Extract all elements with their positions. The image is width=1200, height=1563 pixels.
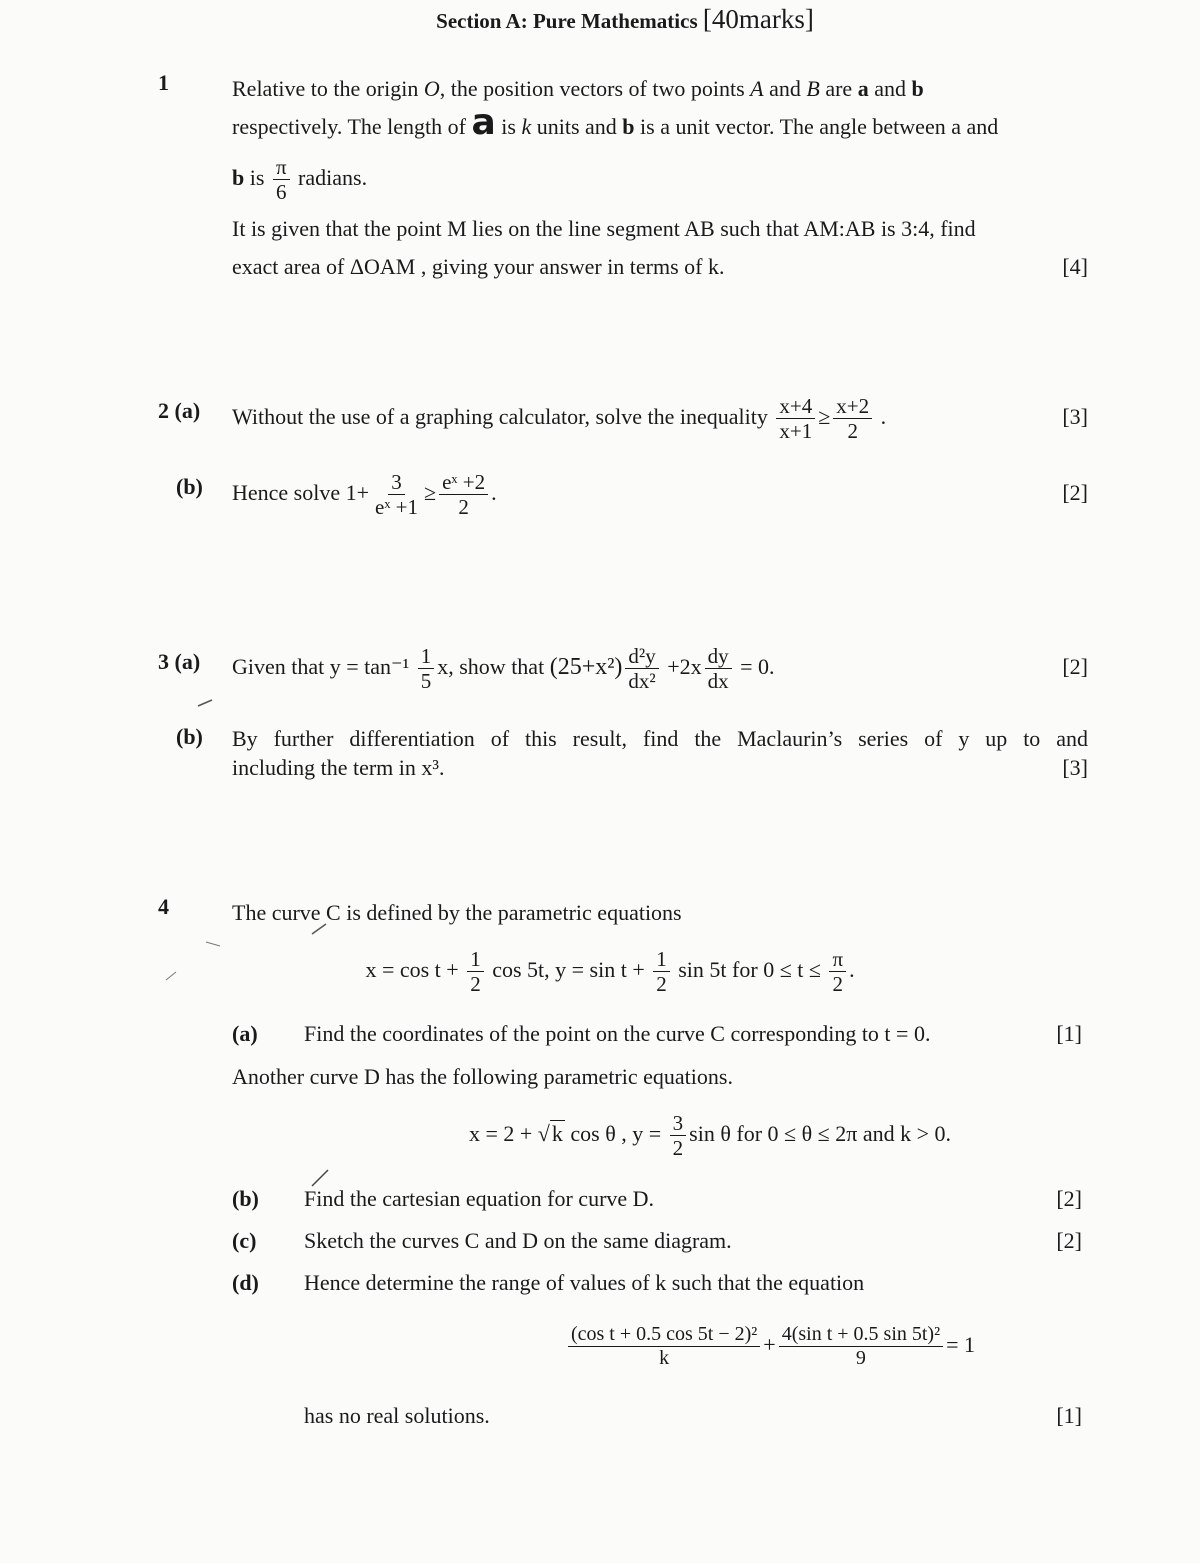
q4b-marks: [2] bbox=[1056, 1186, 1082, 1211]
q2b-line: Hence solve 1+ $\frac{3}{\text{eˣ +1}}$ ≥ $\frac{\text{eˣ +2}}{2}$ . [2] bbox=[232, 460, 1088, 526]
q3b-marks: [3] bbox=[1062, 755, 1088, 780]
q1-number: 1 bbox=[158, 70, 169, 95]
q4-number: 4 bbox=[158, 894, 169, 919]
q1-line4: It is given that the point M lies on the line segment AB such that AM:AB is 3:4, find bbox=[232, 216, 976, 241]
q4a-line: Find the coordinates of the point on the curve C corresponding to t = 0. [1] bbox=[304, 1015, 1082, 1053]
q4d-label: (d) bbox=[232, 1270, 259, 1295]
q4a-label: (a) bbox=[232, 1021, 258, 1046]
q4-curve-c-equations: x = cos t + $\frac{1}{2}$ cos 5t, y = sin t + $\frac{1}{2}$ sin 5t for 0 ≤ t ≤ $\frac{\pi}{2}$ . bbox=[365, 947, 855, 997]
q3a-marks: [2] bbox=[1062, 654, 1088, 679]
q1-line2: respectively. The length of a is k units and b is a unit vector. The angle between a and bbox=[232, 102, 999, 143]
q2b-label: (b) bbox=[176, 474, 203, 499]
q2b-marks: [2] bbox=[1062, 480, 1088, 505]
q4b-line: Find the cartesian equation for curve D. [2] bbox=[304, 1180, 1082, 1218]
q4c-line: Sketch the curves C and D on the same diagram. [2] bbox=[304, 1222, 1082, 1260]
q4-another: Another curve D has the following parametric equations. bbox=[232, 1064, 733, 1089]
q3b-label: (b) bbox=[176, 724, 203, 749]
q2a-line: Without the use of a graphing calculator, solve the inequality $\frac{x+4}{x+1}$ ≥ $\frac{x+2}{2}$ . [3] bbox=[232, 384, 1088, 450]
q3a-number: 3 (a) bbox=[158, 649, 201, 674]
q4d-tail: has no real solutions. [1] bbox=[304, 1397, 1082, 1435]
q3a-line: Given that y = tan⁻¹ $\frac{1}{5}$ x, show that (25+x²) $\frac{\text{d²y}}{\text{dx²}}$ +2x $\frac{dy}{dx}$ = 0. [2] bbox=[232, 634, 1088, 700]
q4-intro: The curve C is defined by the parametric equations bbox=[232, 900, 682, 925]
pi-over-6: $\frac{\pi}{6}$ bbox=[273, 156, 290, 203]
q4c-marks: [2] bbox=[1056, 1228, 1082, 1253]
q1-marks: [4] bbox=[1062, 254, 1088, 279]
q4-curve-d-equations: x = 2 + √k cos θ , y = $\frac{3}{2}$ sin θ for 0 ≤ θ ≤ 2π and k > 0. bbox=[468, 1111, 951, 1161]
q1-line5: exact area of ΔOAM , giving your answer in terms of k. [4] bbox=[232, 248, 1088, 286]
q4d-marks: [1] bbox=[1056, 1403, 1082, 1428]
q2a-number: 2 (a) bbox=[158, 398, 201, 423]
q1-line1: Relative to the origin O, the position vectors of two points A and B are a and b bbox=[232, 76, 924, 101]
q2a-marks: [3] bbox=[1062, 404, 1088, 429]
q4b-label: (b) bbox=[232, 1186, 259, 1211]
q4a-marks: [1] bbox=[1056, 1021, 1082, 1046]
q3b-text: By further differentiation of this result, find the Maclaurin’s series of y up to and including the term in x³. [3] bbox=[232, 726, 1088, 780]
section-marks: [40marks] bbox=[702, 4, 814, 34]
section-title-text: Section A: Pure Mathematics bbox=[436, 9, 703, 33]
q4c-label: (c) bbox=[232, 1228, 257, 1253]
q1-line3: b is $\frac{\pi}{6}$ radians. bbox=[232, 155, 368, 205]
q4d-equation: $\frac{\text{(cos t + 0.5 cos 5t − 2)²}}{k}$ + $\frac{\text{4(sin t + 0.5 sin 5t)²}}{9}$ = 1 bbox=[0, 1310, 1200, 1380]
vector-a-handwritten: a bbox=[471, 102, 496, 143]
q4d-line: Hence determine the range of values of k such that the equation bbox=[304, 1270, 865, 1295]
